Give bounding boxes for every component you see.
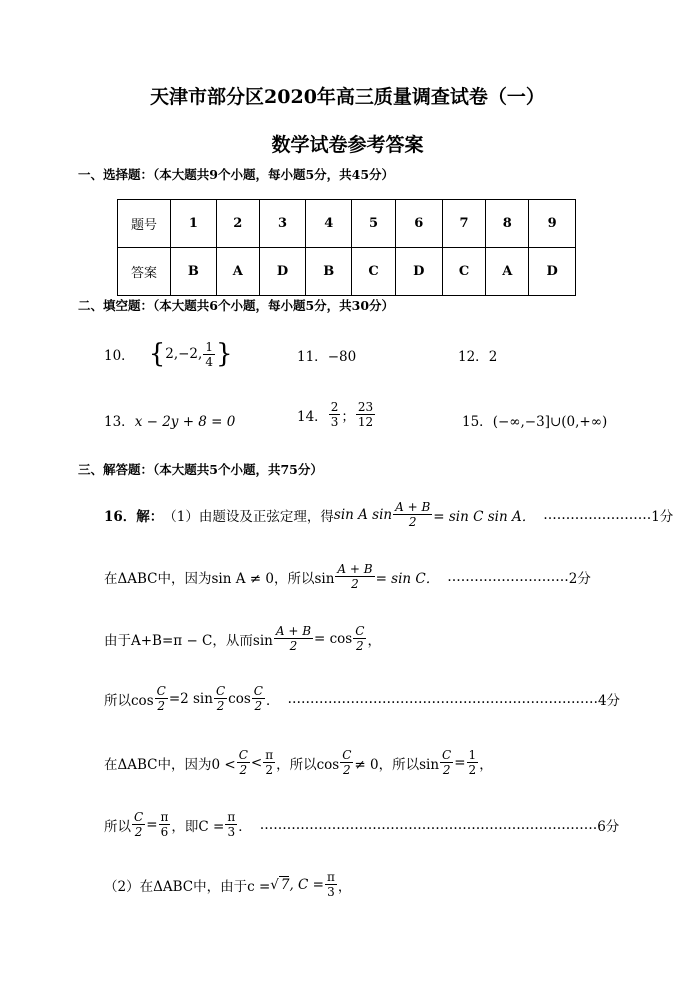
table-cell: 2 <box>216 200 259 248</box>
table-cell: 6 <box>395 200 442 248</box>
q13-label: 13． <box>104 414 135 430</box>
table-cell: A <box>216 248 259 296</box>
solution-line-5: 在ΔABC中，因为0 < $\frac{C}{2}$ < $\frac{\pi}{2}$ ，所以cos $\frac{C}{2}$ ≠ 0，所以sin $\frac{C}{2}$ = $\frac{1}{2}$ ， <box>104 748 493 777</box>
row-label-number: 题号 <box>118 200 171 248</box>
fraction: $\frac{23}{12}$ <box>357 400 374 429</box>
solution-line-4: 所以cos $\frac{C}{2}$ =2 sin $\frac{C}{2}$ cos $\frac{C}{2}$ ． …………………………………………………………… 4分 <box>104 684 621 713</box>
section2-heading: 二、填空题：（本大题共6个小题，每小题5分，共30分） <box>78 298 395 313</box>
score: 1分 <box>651 508 674 525</box>
section1-heading: 一、选择题：（本大题共9个小题，每小题5分，共45分） <box>78 167 395 182</box>
score: 4分 <box>597 692 621 709</box>
q13-answer: 13．x − 2y + 8 = 0 <box>104 414 236 430</box>
fraction: $\frac{\pi}{6}$ <box>160 810 169 839</box>
fraction: $\frac{C}{2}$ <box>442 748 452 777</box>
table-cell: D <box>529 248 576 296</box>
sqrt-symbol: √ <box>270 876 279 893</box>
fraction: $\frac{C}{2}$ <box>215 684 226 713</box>
table-cell: 4 <box>306 200 352 248</box>
row-label-answer: 答案 <box>118 248 171 296</box>
q10-label: 10． <box>104 348 135 364</box>
q10-answer <box>104 336 233 372</box>
fraction: $\frac{C}{2}$ <box>253 684 263 713</box>
q12-label: 12． <box>458 349 489 365</box>
fraction: $\frac{C}{2}$ <box>342 748 352 777</box>
fraction: $\frac{1}{2}$ <box>468 748 477 777</box>
table-cell: C <box>442 248 486 296</box>
page-subtitle: 数学试卷参考答案 <box>271 134 424 156</box>
answer-table <box>117 199 576 296</box>
fraction: $\frac{C}{2}$ <box>156 684 166 713</box>
table-row <box>118 200 576 248</box>
page-title: 天津市部分区2020年高三质量调查试卷（一） <box>150 86 545 108</box>
fraction: $\frac{2}{3}$ <box>330 400 339 429</box>
fraction: $\frac{C}{2}$ <box>134 810 144 839</box>
q16-label: 16．解： <box>104 508 164 525</box>
solution-line-6: 所以 $\frac{C}{2}$ = $\frac{\pi}{6}$ ，即C = $\frac{\pi}{3}$ ． ………………………………………………………………… 6分 <box>104 810 620 839</box>
right-brace: } <box>215 339 233 369</box>
table-cell: C <box>352 248 396 296</box>
fraction: $\frac{\pi}{3}$ <box>326 870 335 899</box>
fraction: $\frac{A + B}{2}$ <box>275 624 312 653</box>
table-cell: 7 <box>442 200 486 248</box>
table-cell: 3 <box>259 200 306 248</box>
table-cell: 8 <box>486 200 529 248</box>
fraction: $\frac{\pi}{3}$ <box>227 810 236 839</box>
fraction: $\frac{\pi}{2}$ <box>265 748 274 777</box>
q14-label: 14． <box>297 408 328 425</box>
table-cell: D <box>395 248 442 296</box>
fraction: $\frac{C}{2}$ <box>238 748 248 777</box>
table-cell: A <box>486 248 529 296</box>
table-cell: 1 <box>171 200 217 248</box>
section3-heading: 三、解答题：（本大题共5个小题，共75分） <box>78 462 323 477</box>
score: 6分 <box>597 818 620 835</box>
solution-line-1: 16．解： （1）由题设及正弦定理，得 sin A sin $\frac{A + B}{2}$ = sin C sin A． …………………… 1分 <box>104 500 674 529</box>
fraction: $\frac{1}{4}$ <box>205 339 213 369</box>
q14-answer: 14． $\frac{2}{3}$ ； $\frac{23}{12}$ <box>297 400 374 429</box>
table-cell: 5 <box>352 200 396 248</box>
q15-label: 15． <box>462 414 493 430</box>
table-cell: 9 <box>529 200 576 248</box>
q10-set-prefix: 2,−2, <box>165 346 203 362</box>
fraction: $\frac{A + B}{2}$ <box>395 500 431 529</box>
q11-answer: 11．−80 <box>297 349 357 365</box>
table-cell: B <box>171 248 217 296</box>
solution-line-7: （2）在ΔABC中，由于c = √ 7 , C = $\frac{\pi}{3}$ ， <box>104 870 352 899</box>
score: 2分 <box>568 570 591 587</box>
fraction: $\frac{C}{2}$ <box>355 624 365 653</box>
table-row <box>118 248 576 296</box>
q12-answer: 12．2 <box>458 349 498 365</box>
left-brace: { <box>148 339 166 369</box>
solution-line-3: 由于A+B=π − C，从而sin $\frac{A + B}{2}$ = cos $\frac{C}{2}$ ， <box>104 624 381 653</box>
table-cell: D <box>259 248 306 296</box>
q15-answer: 15．(−∞,−3]∪(0,+∞) <box>462 414 608 430</box>
fraction: $\frac{A + B}{2}$ <box>337 562 373 591</box>
q11-label: 11． <box>297 349 328 365</box>
solution-line-2: 在ΔABC中，因为sin A ≠ 0，所以sin $\frac{A + B}{2}$ = sin C． ……………………… 2分 <box>104 562 591 591</box>
table-cell: B <box>306 248 352 296</box>
